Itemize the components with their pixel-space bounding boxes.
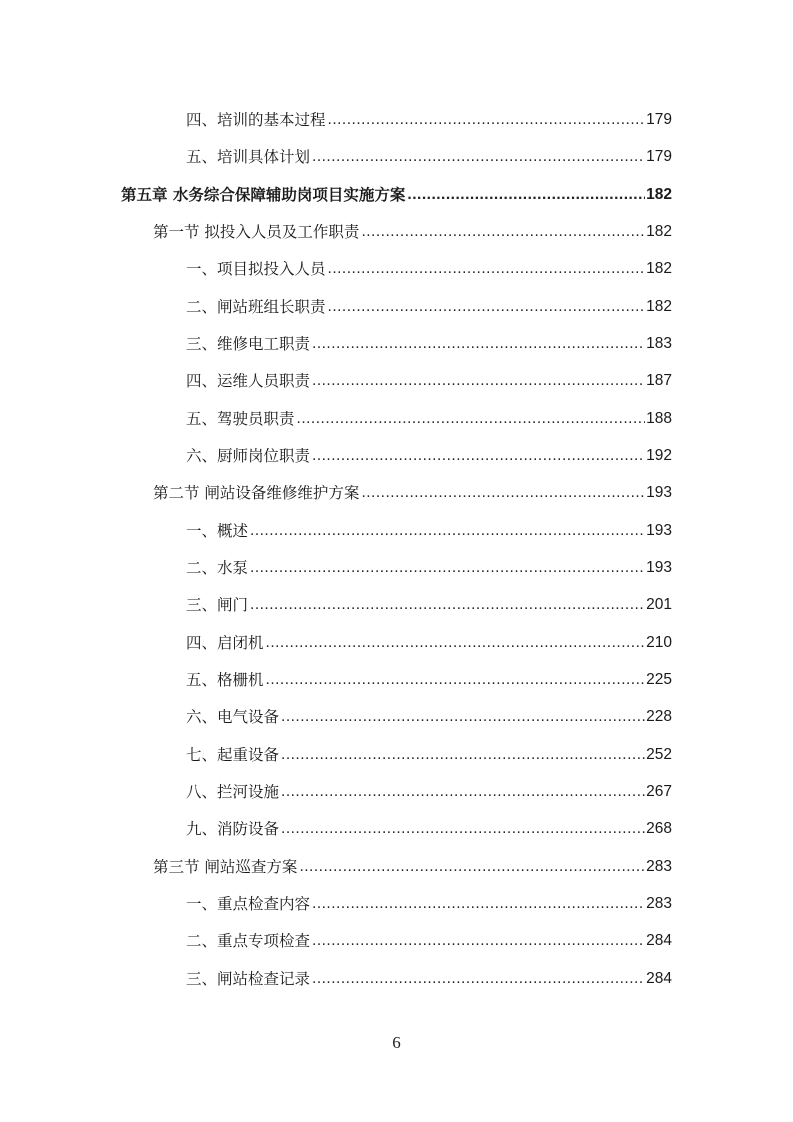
toc-entry-page: 201	[646, 596, 672, 613]
dot-leader	[312, 893, 645, 915]
toc-entry-page: 193	[646, 522, 672, 539]
toc-entry-page: 252	[646, 746, 672, 763]
toc-entry-page: 193	[646, 559, 672, 576]
dot-leader	[312, 370, 645, 392]
toc-entry-page: 182	[646, 298, 672, 315]
toc-entry-label: 三、闸门	[186, 596, 249, 614]
toc-entry-label: 一、概述	[186, 522, 249, 540]
dot-leader	[281, 818, 645, 840]
toc-entry-section[interactable]	[153, 482, 672, 504]
dot-leader	[312, 146, 645, 168]
toc-entry-page: 267	[646, 783, 672, 800]
toc-entry[interactable]	[186, 557, 672, 579]
toc-entry-label: 五、格栅机	[186, 671, 264, 689]
toc-entry-label: 四、运维人员职责	[186, 372, 311, 390]
toc-entry[interactable]	[186, 109, 672, 131]
toc-entry[interactable]	[186, 146, 672, 168]
toc-entry-label: 四、启闭机	[186, 634, 264, 652]
dot-leader	[281, 706, 645, 728]
toc-entry-section[interactable]	[153, 221, 672, 243]
toc-entry[interactable]	[186, 632, 672, 654]
toc-entry-label: 九、消防设备	[186, 820, 280, 838]
toc-entry[interactable]	[186, 893, 672, 915]
toc-entry-page: 188	[646, 410, 672, 427]
toc-entry-label: 三、闸站检查记录	[186, 970, 311, 988]
dot-leader	[250, 520, 645, 542]
dot-leader	[361, 482, 645, 504]
toc-entry-page: 193	[646, 484, 672, 501]
toc-entry-label: 一、项目拟投入人员	[186, 260, 326, 278]
toc-entry[interactable]	[186, 594, 672, 616]
toc-entry[interactable]	[186, 930, 672, 952]
dot-leader	[266, 669, 646, 691]
toc-entry[interactable]	[186, 258, 672, 280]
toc-entry-page: 225	[646, 671, 672, 688]
toc-entry-page: 210	[646, 634, 672, 651]
dot-leader	[407, 184, 645, 206]
dot-leader	[312, 930, 645, 952]
dot-leader	[328, 258, 646, 280]
toc-entry-page: 182	[646, 223, 672, 240]
toc-entry-label: 五、驾驶员职责	[186, 410, 295, 428]
toc-entry-page: 179	[646, 148, 672, 165]
toc-entry-label: 二、重点专项检查	[186, 932, 311, 950]
toc-entry[interactable]	[186, 370, 672, 392]
dot-leader	[250, 557, 645, 579]
dot-leader	[312, 333, 645, 355]
toc-entry[interactable]	[186, 520, 672, 542]
toc-entry-label: 第五章 水务综合保障辅助岗项目实施方案	[121, 186, 406, 204]
toc-entry[interactable]	[186, 333, 672, 355]
toc-entry-page: 183	[646, 335, 672, 352]
dot-leader	[328, 296, 646, 318]
dot-leader	[250, 594, 645, 616]
toc-entry-label: 三、维修电工职责	[186, 335, 311, 353]
toc-entry-page: 284	[646, 932, 672, 949]
toc-entry[interactable]	[186, 296, 672, 318]
toc-entry-page: 179	[646, 111, 672, 128]
page-number: 6	[392, 1033, 401, 1052]
dot-leader	[266, 632, 646, 654]
dot-leader	[312, 968, 645, 990]
toc-entry-page: 228	[646, 708, 672, 725]
toc-entry-page: 268	[646, 820, 672, 837]
toc-entry[interactable]	[186, 818, 672, 840]
toc-entry[interactable]	[186, 706, 672, 728]
dot-leader	[297, 408, 646, 430]
toc-entry[interactable]	[186, 744, 672, 766]
toc-entry-page: 283	[646, 858, 672, 875]
toc-entry-label: 八、拦河设施	[186, 783, 280, 801]
toc-entry-label: 一、重点检查内容	[186, 895, 311, 913]
toc-entry-label: 二、水泵	[186, 559, 249, 577]
dot-leader	[312, 445, 645, 467]
toc-entry-label: 四、培训的基本过程	[186, 111, 326, 129]
toc-entry[interactable]	[186, 408, 672, 430]
toc-entry-label: 七、起重设备	[186, 746, 280, 764]
dot-leader	[299, 856, 645, 878]
dot-leader	[281, 744, 645, 766]
dot-leader	[328, 109, 646, 131]
toc-entry-label: 五、培训具体计划	[186, 148, 311, 166]
toc-entry-page: 187	[646, 372, 672, 389]
dot-leader	[281, 781, 645, 803]
toc-entry-page: 182	[646, 186, 672, 203]
toc-entry-label: 六、电气设备	[186, 708, 280, 726]
toc-entry-label: 第二节 闸站设备维修维护方案	[153, 484, 360, 502]
toc-entry[interactable]	[186, 968, 672, 990]
toc-entry-label: 二、闸站班组长职责	[186, 298, 326, 316]
toc-entry-label: 第三节 闸站巡查方案	[153, 858, 298, 876]
toc-entry-label: 第一节 拟投入人员及工作职责	[153, 223, 360, 241]
toc-entry-page: 182	[646, 260, 672, 277]
toc-entry-label: 六、厨师岗位职责	[186, 447, 311, 465]
dot-leader	[361, 221, 645, 243]
toc-entry-page: 192	[646, 447, 672, 464]
toc-entry[interactable]	[186, 781, 672, 803]
toc-entry-section[interactable]	[153, 856, 672, 878]
toc-entry[interactable]	[186, 669, 672, 691]
toc-entry-page: 284	[646, 970, 672, 987]
toc-entry[interactable]	[186, 445, 672, 467]
toc-entry-page: 283	[646, 895, 672, 912]
toc-entry-chapter[interactable]	[121, 184, 672, 206]
